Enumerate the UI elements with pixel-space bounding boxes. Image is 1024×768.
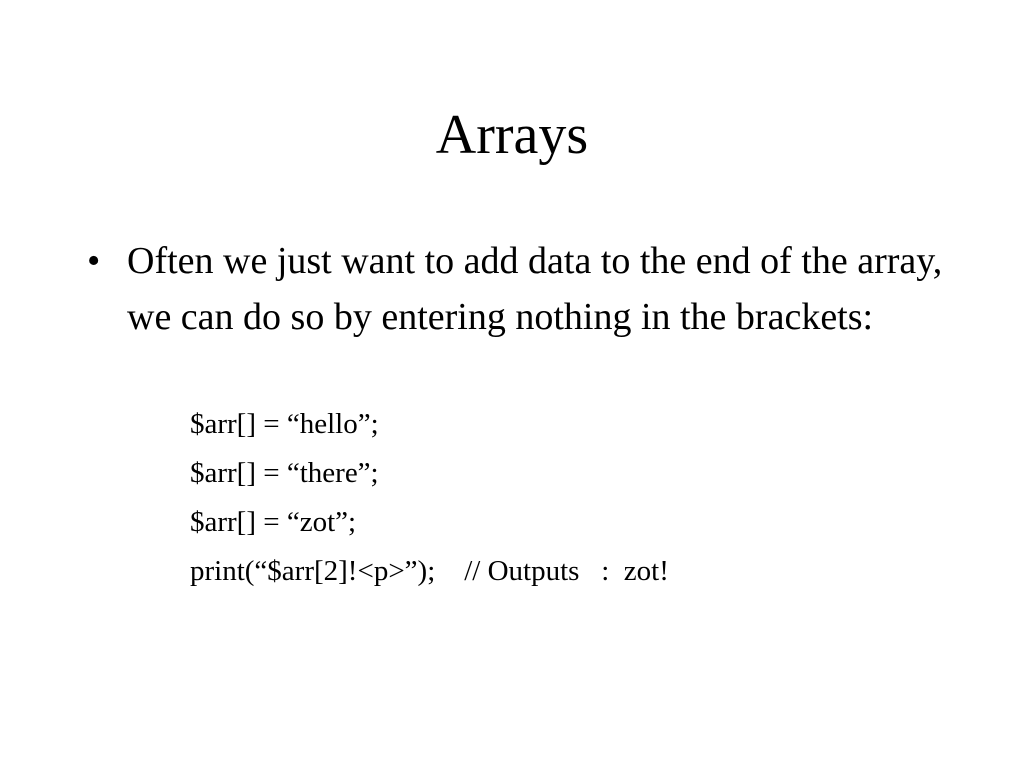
bullet-item <box>84 233 944 345</box>
bullet-marker: • <box>87 240 101 282</box>
code-line: $arr[] = “there”; <box>190 457 379 489</box>
code-example <box>190 400 669 596</box>
bullet-list <box>84 233 944 345</box>
code-line: $arr[] = “zot”; <box>190 506 357 538</box>
bullet-text: Often we just want to add data to the end of the array, we can do so by entering nothing in the brackets: <box>127 240 943 338</box>
code-line: print(“$arr[2]!<p>”); // Outputs : zot! <box>190 555 669 587</box>
slide-title: Arrays <box>435 104 589 166</box>
code-line: $arr[] = “hello”; <box>190 408 379 440</box>
